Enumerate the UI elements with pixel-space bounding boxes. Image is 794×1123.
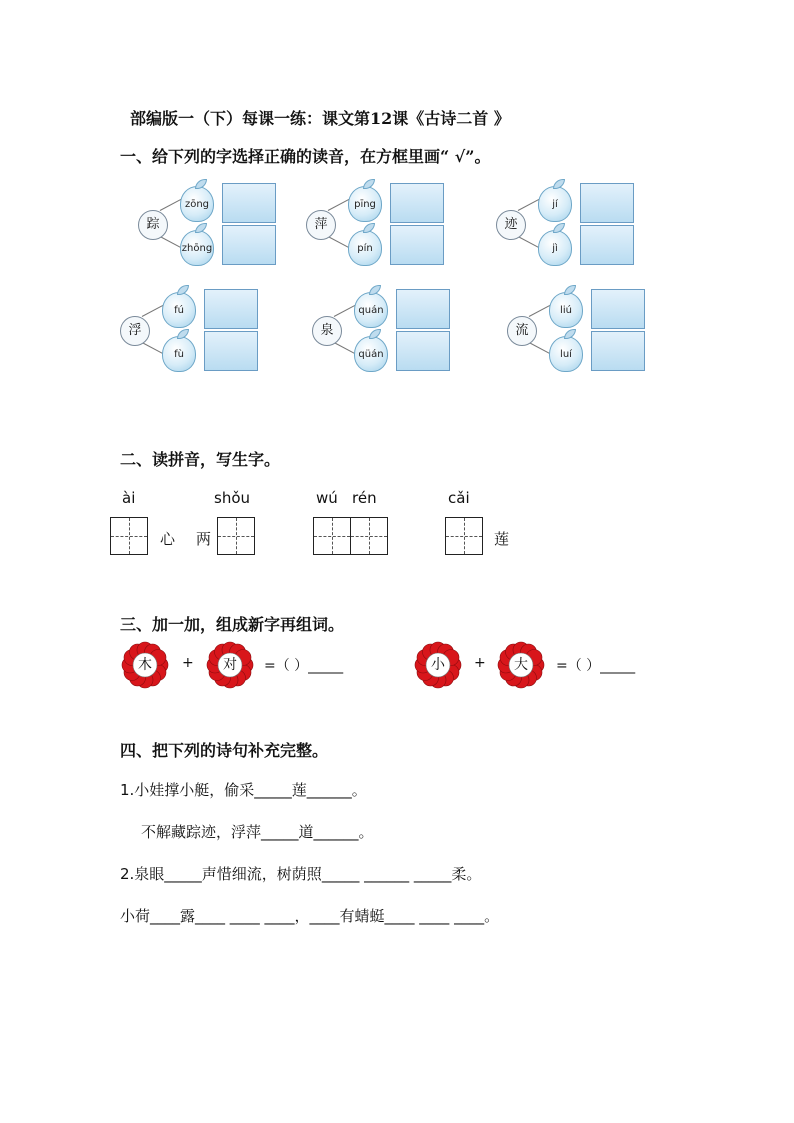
pinyin-option: jì [552,243,558,254]
leaf-icon [564,285,576,295]
pinyin-option: luí [560,349,572,360]
char-lian: 莲 [494,530,510,548]
leaf-icon [553,179,565,189]
flower-char: 对 [223,657,237,673]
leaf-icon [553,223,565,233]
section-3-heading: 三、加一加，组成新字再组词。 [120,615,345,634]
flower-char: 大 [514,657,528,673]
character-bubble: 踪 [138,210,168,240]
writing-grid-ai[interactable] [110,517,148,555]
pinyin-option: zōng [184,199,210,210]
leaf-icon [363,223,375,233]
writing-grid-ren[interactable] [350,517,388,555]
leaf-icon [369,285,381,295]
apple-icon [549,292,583,328]
answer-checkbox[interactable] [222,225,276,265]
answer-checkbox[interactable] [580,225,634,265]
answer-checkbox[interactable] [204,289,258,329]
apple-icon [538,230,572,266]
writing-grid-wu[interactable] [313,517,351,555]
answer-checkbox[interactable] [222,183,276,223]
answer-checkbox[interactable] [390,183,444,223]
section-2-heading: 二、读拼音，写生字。 [120,450,281,469]
char-xin: 心 [160,530,176,548]
character-bubble: 萍 [306,210,336,240]
apple-icon [354,336,388,372]
answer-checkbox[interactable] [396,289,450,329]
answer-checkbox[interactable] [591,289,645,329]
page-title: 部编版一（下）每课一练：课文第12课《古诗二首 》 [130,109,510,128]
writing-grid-cai[interactable] [445,517,483,555]
leaf-icon [177,329,189,339]
poem-line-2[interactable]: 不解藏踪迹，浮萍_____道______。 [141,823,374,841]
flower-char: 小 [431,657,445,673]
answer-blank-2[interactable]: =（ ）_____ [556,658,636,674]
apple-icon [354,292,388,328]
answer-checkbox[interactable] [390,225,444,265]
pinyin-option: fú [174,305,184,316]
pinyin-choice-group [306,180,466,280]
pinyin-cai: cǎi [448,489,470,507]
apple-icon [348,186,382,222]
section-1-heading: 一、给下列的字选择正确的读音，在方框里画“ √”。 [120,147,491,166]
pinyin-option: quán [358,305,384,316]
flower-dui [205,640,255,690]
apple-icon [162,336,196,372]
writing-grid-shou[interactable] [217,517,255,555]
character-bubble: 迹 [496,210,526,240]
leaf-icon [195,179,207,189]
pinyin-shou: shǒu [214,489,251,507]
poem-line-1[interactable]: 1.小娃撑小艇，偷采_____莲______。 [120,781,367,799]
flower-mu [120,640,170,690]
pinyin-option: pín [357,243,373,254]
apple-icon [180,186,214,222]
pinyin-option: fù [174,349,184,360]
character-bubble: 流 [507,316,537,346]
pinyin-option: jí [552,199,558,210]
section-4-heading: 四、把下列的诗句补充完整。 [120,741,329,760]
plus-sign: + [182,655,194,671]
poem-line-3[interactable]: 2.泉眼_____声惜细流，树荫照_____ ______ _____柔。 [120,865,482,883]
leaf-icon [369,329,381,339]
apple-icon [538,186,572,222]
pinyin-ren: rén [352,489,377,507]
answer-checkbox[interactable] [591,331,645,371]
poem-line-4[interactable]: 小荷____露____ ____ ____，____有蜻蜓____ ____ ____。 [120,907,500,925]
pinyin-choice-group [120,286,280,386]
apple-icon [162,292,196,328]
pinyin-ai: ài [122,489,136,507]
pinyin-choice-group [496,180,656,280]
pinyin-option: pīng [354,199,376,210]
leaf-icon [195,223,207,233]
apple-icon [180,230,214,266]
answer-checkbox[interactable] [204,331,258,371]
pinyin-option: liú [560,305,572,316]
pinyin-option: zhōng [181,243,213,254]
answer-checkbox[interactable] [396,331,450,371]
plus-sign: + [474,655,486,671]
leaf-icon [564,329,576,339]
character-bubble: 浮 [120,316,150,346]
leaf-icon [363,179,375,189]
flower-da [496,640,546,690]
apple-icon [549,336,583,372]
pinyin-option: qüán [358,349,384,360]
answer-checkbox[interactable] [580,183,634,223]
char-liang: 两 [196,530,212,548]
pinyin-choice-group [312,286,472,386]
character-bubble: 泉 [312,316,342,346]
pinyin-wu: wú [316,489,338,507]
pinyin-choice-group [507,286,667,386]
answer-blank-1[interactable]: =（ ）_____ [264,658,344,674]
pinyin-choice-group [138,180,298,280]
apple-icon [348,230,382,266]
leaf-icon [177,285,189,295]
flower-char: 木 [138,657,152,673]
flower-xiao [413,640,463,690]
